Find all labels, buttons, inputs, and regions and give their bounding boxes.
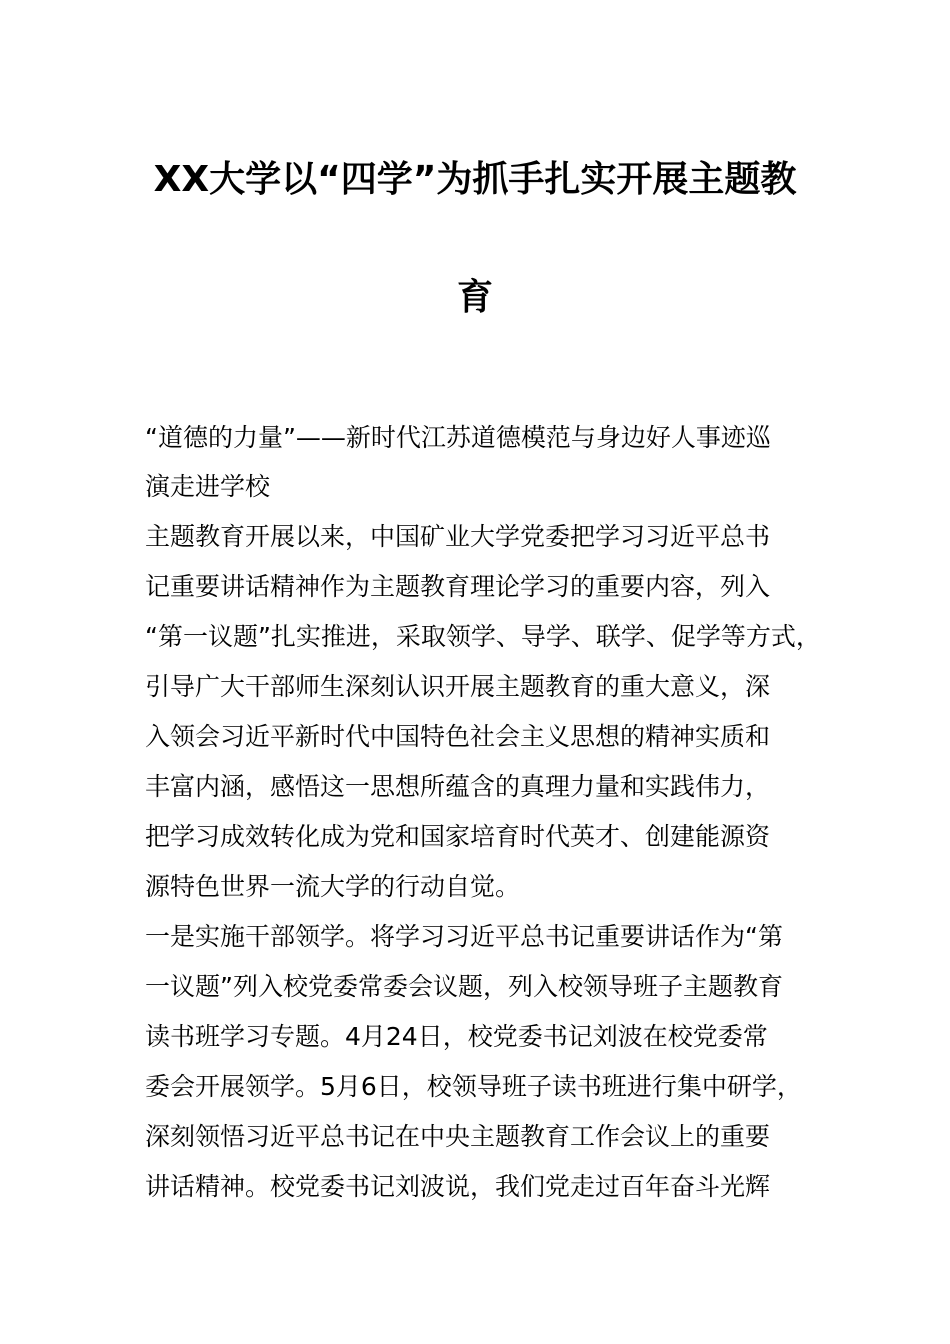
body-line-14: 委会开展领学。5月6日，校领导班子读书班进行集中研学， (145, 1072, 802, 1101)
body-line-13: 读书班学习专题。4月24日，校党委书记刘波在校党委常 (145, 1022, 768, 1051)
body-line-2: 演走进学校 (145, 472, 271, 501)
body-line-10: 源特色世界一流大学的行动自觉。 (145, 872, 521, 901)
document-title-line-1: XX大学以“四学”为抓手扎实开展主题教 (153, 159, 797, 200)
body-line-5: “第一议题”扎实推进，采取领学、导学、联学、促学等方式， (145, 622, 821, 651)
body-line-15: 深刻领悟习近平总书记在中央主题教育工作会议上的重要 (145, 1122, 771, 1151)
document-title-line-2: 育 (456, 277, 493, 318)
body-line-4: 记重要讲话精神作为主题教育理论学习的重要内容，列入 (145, 572, 771, 601)
body-line-16: 讲话精神。校党委书记刘波说，我们党走过百年奋斗光辉 (145, 1172, 771, 1201)
body-line-8: 丰富内涵，感悟这一思想所蕴含的真理力量和实践伟力， (145, 772, 771, 801)
body-line-7: 入领会习近平新时代中国特色社会主义思想的精神实质和 (145, 722, 771, 751)
body-line-9: 把学习成效转化成为党和国家培育时代英才、创建能源资 (145, 822, 771, 851)
body-line-3: 主题教育开展以来，中国矿业大学党委把学习习近平总书 (145, 522, 771, 551)
body-line-11: 一是实施干部领学。将学习习近平总书记重要讲话作为“第 (145, 922, 783, 951)
body-line-6: 引导广大干部师生深刻认识开展主题教育的重大意义，深 (145, 672, 771, 701)
body-line-1: “道德的力量”——新时代江苏道德模范与身边好人事迹巡 (145, 423, 771, 452)
body-line-12: 一议题”列入校党委常委会议题，列入校领导班子主题教育 (145, 972, 783, 1001)
